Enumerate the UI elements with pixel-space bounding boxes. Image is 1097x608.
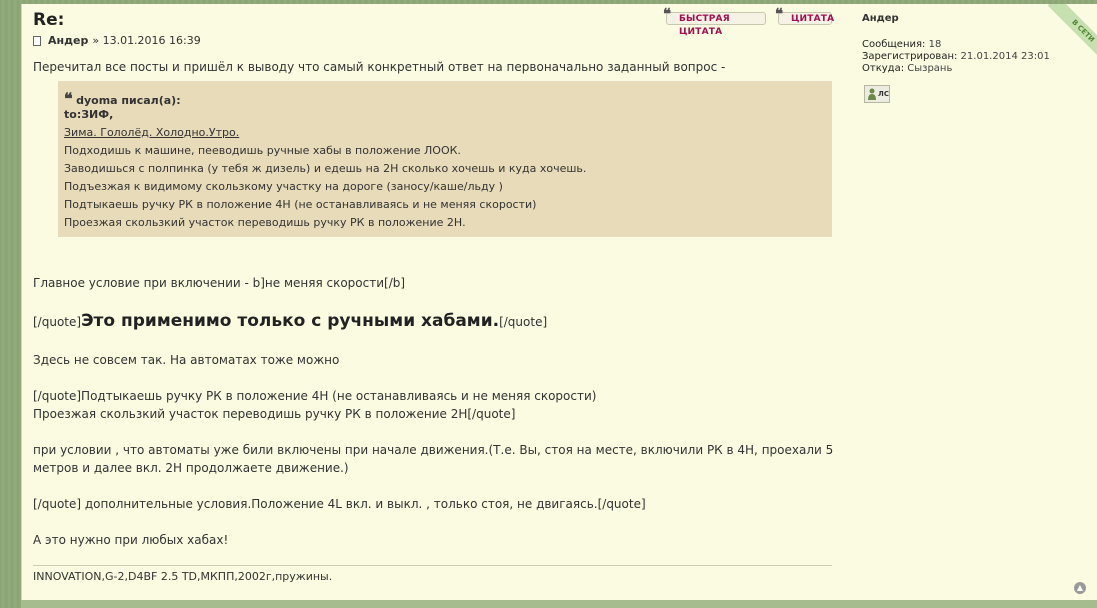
fast-quote-button[interactable] [663, 5, 766, 37]
paragraph: Главное условие при включении - b]не меняя скорости[/b] [33, 276, 406, 290]
profile-from [862, 63, 952, 74]
quote-header [64, 89, 181, 108]
paragraph: метров и далее вкл. 2Н продолжаете движение.) [33, 461, 349, 475]
bbcode-text: [/quote] [33, 315, 82, 329]
quote-author: dyoma писал(a): [76, 94, 181, 107]
bbcode-text: [/quote] [499, 315, 548, 329]
user-icon [868, 88, 876, 100]
quote-button[interactable] [775, 5, 835, 25]
back-to-top-icon[interactable]: ▲ [1074, 582, 1086, 594]
profile-posts [862, 39, 941, 50]
online-status-ribbon [1036, 4, 1097, 66]
profile-registered-label: Зарегистрирован: [862, 51, 958, 62]
profile-posts-value: 18 [928, 39, 942, 50]
quote-line: Зима. Гололёд. Холодно.Утро. [64, 126, 240, 139]
quote-mark-icon: ❝ [64, 89, 73, 108]
quote-line: to:ЗИФ, [64, 108, 114, 121]
profile-from-label: Откуда: [862, 63, 905, 74]
paragraph: [/quote] дополнительные условия.Положение 4L вкл. и выкл. , только стоя, не двигаясь.[/quote] [33, 497, 646, 511]
quote-line: Подтыкаешь ручку РК в положение 4Н (не останавливаясь и не меняя скорости) [64, 198, 537, 211]
bold-text: Это применимо только с ручными хабами. [81, 311, 500, 331]
paragraph: [/quote]Подтыкаешь ручку РК в положение 4Н (не останавливаясь и не меняя скорости) [33, 389, 597, 403]
quote-line: Подходишь к машине, пееводишь ручные хабы в положение ЛООК. [64, 144, 461, 157]
online-badge: В СЕТИ [1048, 4, 1097, 66]
forum-post [21, 4, 1097, 600]
private-message-label: ЛС [878, 90, 889, 98]
profile-registered-value: 21.01.2014 23:01 [960, 51, 1050, 62]
quote-mark-icon: ❝ [663, 5, 672, 23]
post-author[interactable]: Андер [48, 34, 89, 47]
quote-mark-icon: ❝ [775, 5, 784, 23]
intro-text: Перечитал все посты и пришёл к выводу что самый конкретный ответ на первоначально заданный вопрос - [33, 60, 726, 74]
post-date: » 13.01.2016 16:39 [92, 34, 201, 47]
post-link-icon[interactable] [33, 36, 41, 46]
private-message-button[interactable] [864, 85, 890, 103]
paragraph: А это нужно при любых хабах! [33, 533, 229, 547]
profile-registered [862, 51, 1050, 62]
profile-name[interactable]: Андер [862, 13, 899, 24]
post-meta [33, 34, 201, 47]
paragraph: Здесь не совсем так. На автоматах тоже можно [33, 353, 340, 367]
quote-line: Подъезжая к видимому скользкому участку на дороге (заносу/каше/льду ) [64, 180, 503, 193]
signature: INNOVATION,G-2,D4BF 2.5 TD,МКПП,2002г,пружины. [33, 570, 333, 583]
post-divider [21, 600, 1097, 608]
quote-line: Проезжая скользкий участок переводишь ручку РК в положение 2Н. [64, 216, 466, 229]
paragraph-emphasis [33, 311, 547, 331]
fast-quote-label: БЫСТРАЯ ЦИТАТА [679, 14, 730, 37]
paragraph: при условии , что автоматы уже били включены при начале движения.(Т.е. Вы, стоя на месте, включили РК в 4Н, проехали 5 [33, 443, 834, 457]
profile-posts-label: Сообщения: [862, 39, 926, 50]
quote-block [58, 81, 832, 237]
post-title[interactable]: Re: [33, 10, 65, 30]
quote-label: ЦИТАТА [791, 14, 835, 24]
signature-divider [33, 565, 832, 566]
quote-line: Заводишься с полпинка (у тебя ж дизель) и едешь на 2Н сколько хочешь и куда хочешь. [64, 162, 587, 175]
paragraph: Проезжая скользкий участок переводишь ручку РК в положение 2Н[/quote] [33, 407, 516, 421]
profile-from-value: Сызрань [907, 63, 953, 74]
